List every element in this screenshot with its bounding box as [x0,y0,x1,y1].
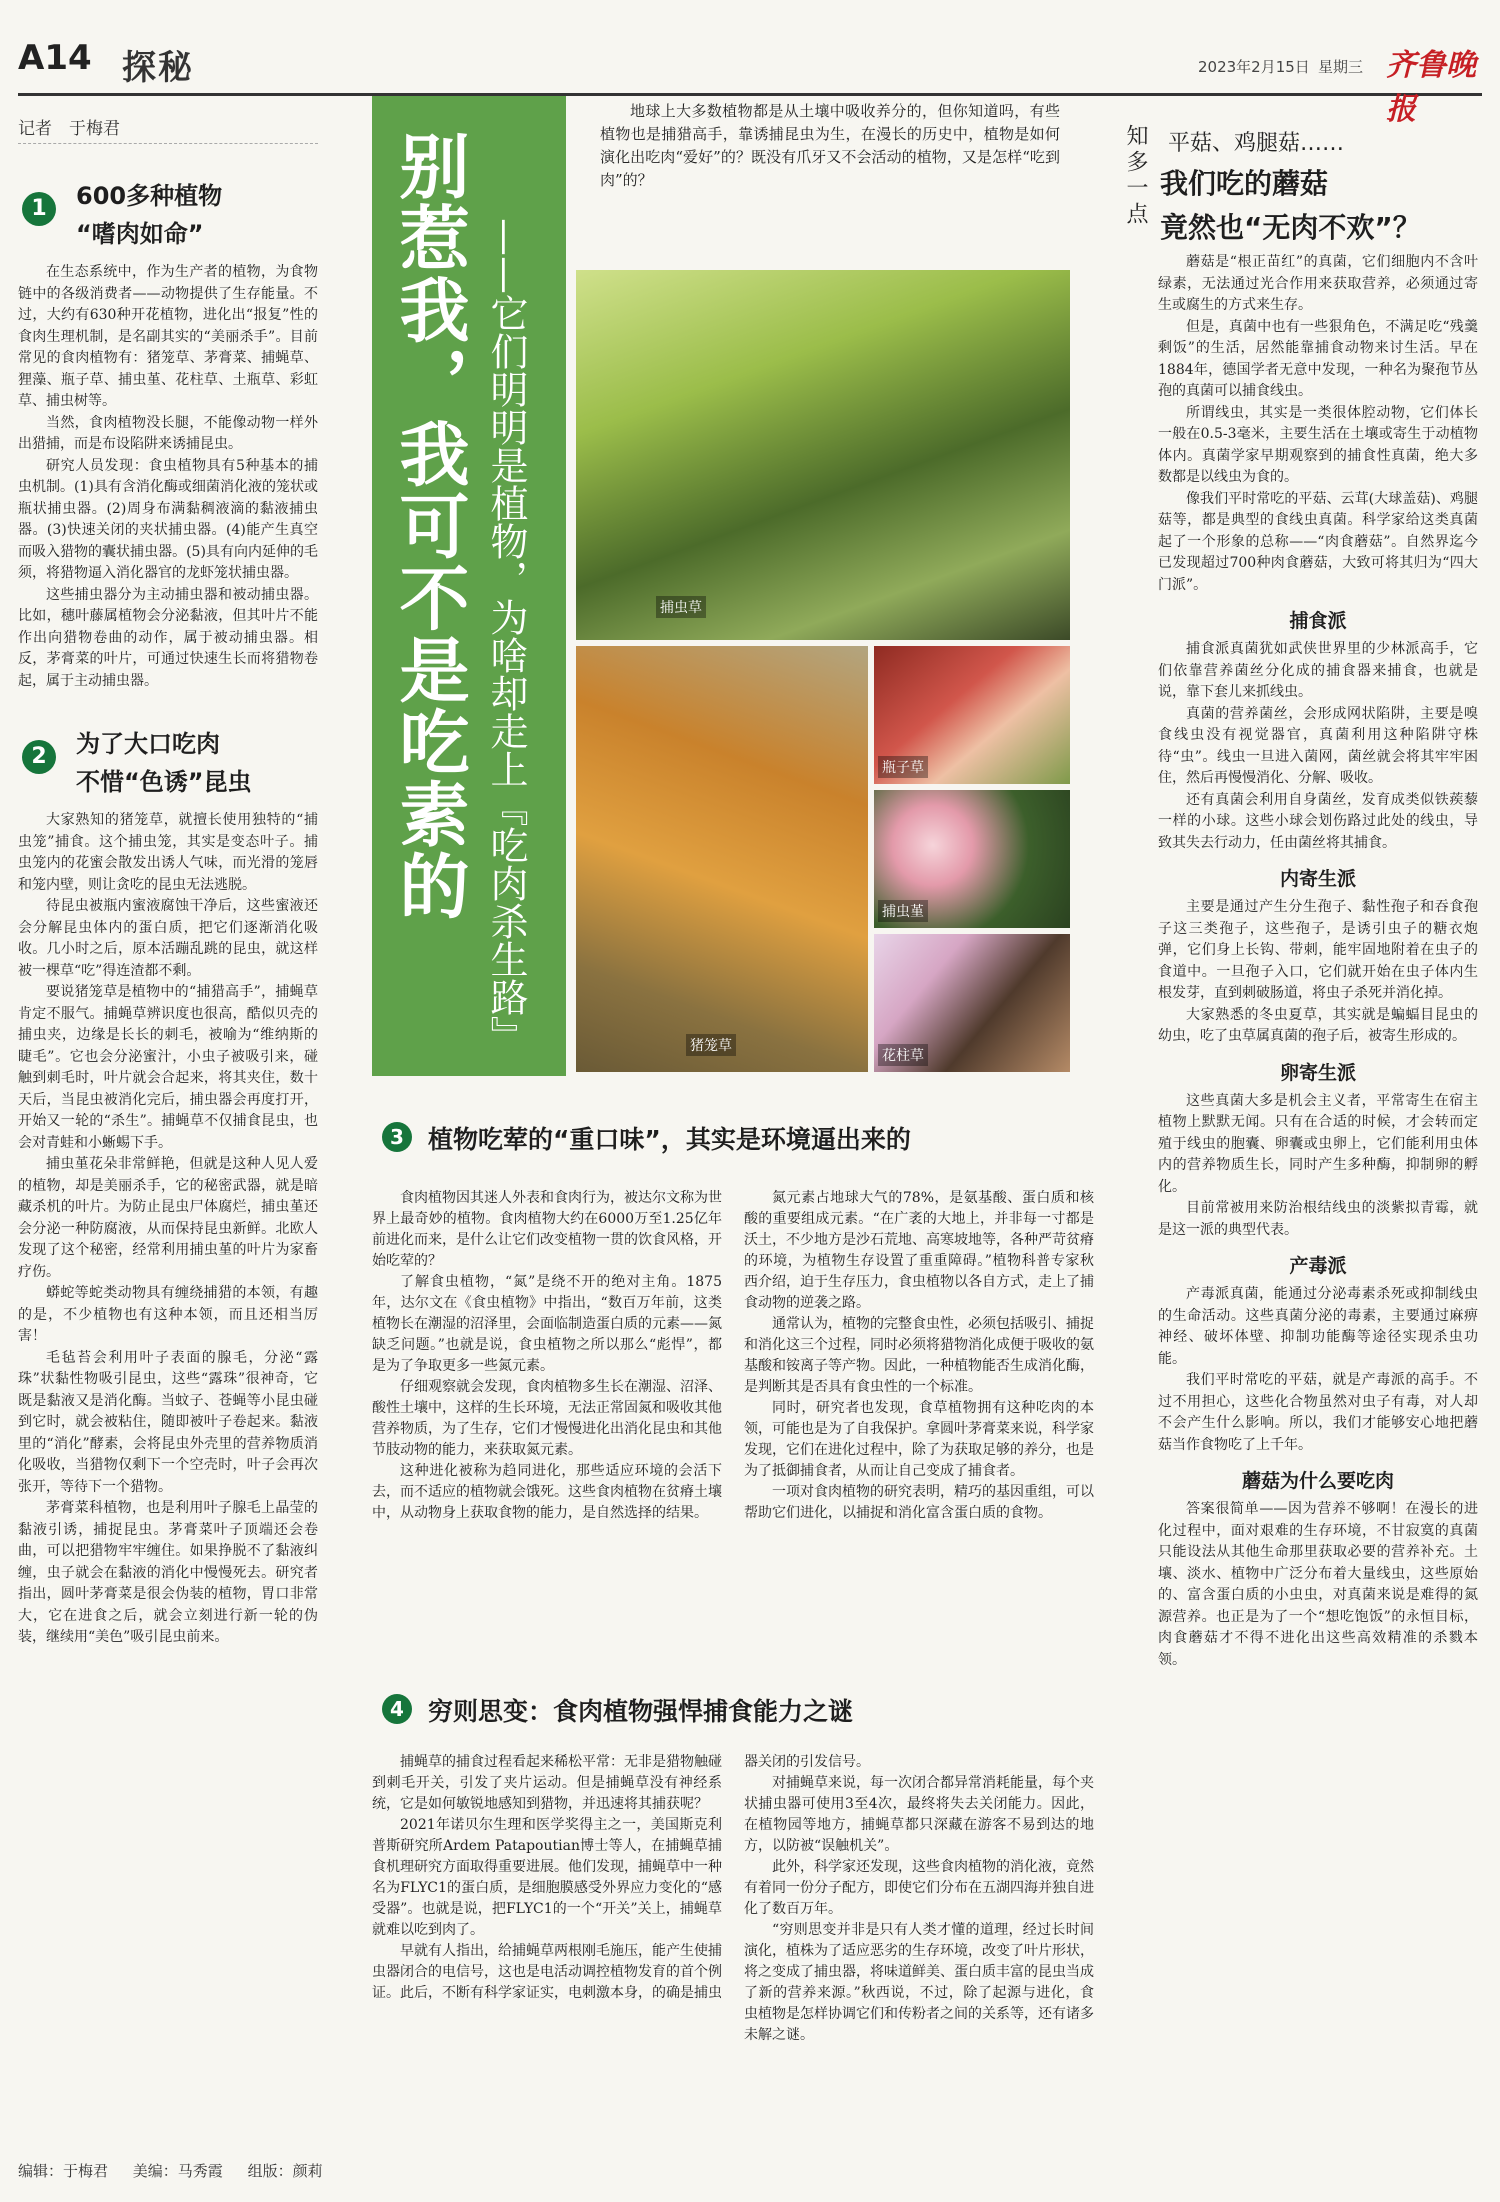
section-name: 探秘 [122,48,194,88]
paragraph: 这些真菌大多是机会主义者，平常寄生在宿主植物上默默无闻。只有在合适的时候，才会转而定殖于线虫的胞囊、卵囊或虫卵上，它们能利用虫体内的营养物质生长，同时产生多种酶，抑制卵的孵化。 [1158,1092,1478,1195]
section-3-title: 植物吃荤的“重口味”，其实是环境逼出来的 [428,1125,911,1154]
paragraph: “穷则思变并非是只有人类才懂的道理，经过长时间演化，植株为了适应恶劣的生存环境，改变了叶片形状，将之变成了捕虫器，将味道鲜美、蛋白质丰富的昆虫当成了新的营养来源。”秋西说，不过，除了起源与进化，食虫植物是怎样协调它们和传粉者之间的关系等，还有诸多未解之谜。 [744,1922,1094,2043]
section-1-title-line2: “嗜肉如命” [76,220,204,248]
paragraph: 2021年诺贝尔生理和医学奖得主之一，美国斯克利普斯研究所Ardem Patapoutian博士等人，在捕蝇草捕食机理研究方面取得重要进展。他们发现，捕蝇草中一种名为FLYC1的蛋白质，是细胞膜感受外界应力变化的“感受器”。也就是说，把FLYC1的一个“开关”关上，捕蝇草就难以吃到肉了。 [372,1817,722,1938]
paragraph: 目前常被用来防治根结线虫的淡紫拟青霉，就是这一派的典型代表。 [1158,1200,1478,1238]
section-4-title: 穷则思变：食肉植物强悍捕食能力之谜 [428,1697,854,1726]
paragraph: 蘑菇是“根正苗红”的真菌，它们细胞内不含叶绿素，无法通过光合作用来获取营养，必须通过寄生或腐生的方式来生存。 [1158,254,1478,313]
art-editor-credit: 美编：马秀霞 [132,2162,223,2180]
layout-credit: 组版：颜莉 [247,2162,323,2180]
paragraph: 捕虫堇花朵非常鲜艳，但就是这种人见人爱的植物，却是美丽杀手，它的秘密武器，就是暗藏杀机的叶片。为防止昆虫尸体腐烂，捕虫堇还会分泌一种防腐液，从而保持昆虫新鲜。北欧人发现了这个秘密，经常利用捕虫堇的叶片为家畜疗伤。 [18,1156,318,1280]
sidebar-tag: 知多一点 [1123,124,1148,228]
butterwort-photo [874,790,1070,928]
section-1-title-line1: 600多种植物 [76,182,223,210]
paragraph: 早就有人指出，给捕蝇草两根刚毛施压，能产生使捕虫器闭合的电信号，这也是电活动调控植物发育的首个例证。此后，不断有科学家证实，电刺激本身，的确是捕虫 [372,1943,722,2001]
section-3-column-b [744,1188,1094,1524]
page-header [18,36,1482,127]
paragraph: 这种进化被称为趋同进化，那些适应环境的会活下去，而不适应的植物就会饿死。这些食肉植物在贫瘠土壤中，从动物身上获取食物的能力，是自然选择的结果。 [372,1463,722,1521]
paragraph: 大家熟悉的冬虫夏草，其实就是蝙蝠目昆虫的幼虫，吃了虫草属真菌的孢子后，被寄生形成的。 [1158,1006,1478,1044]
paragraph: 捕食派真菌犹如武侠世界里的少林派高手，它们依靠营养菌丝分化成的捕食器来捕食，也就是说，靠下套儿来抓线虫。 [1158,641,1478,700]
pitcher-plant-photo [576,646,868,1072]
paragraph: 这些捕虫器分为主动捕虫器和被动捕虫器。比如，穗叶藤属植物会分泌黏液，但其叶片不能作出向猎物卷曲的动作，属于被动捕虫器。相反，茅膏菜的叶片，可通过快速生长而将猎物卷起，属于主动捕虫器。 [18,586,318,689]
paragraph: 主要是通过产生分生孢子、黏性孢子和吞食孢子这三类孢子，这些孢子，是诱引虫子的糖衣炮弹，它们身上长钩、带刺，能牢固地附着在虫子的食道中。一旦孢子入口，它们就开始在虫子体内生根发芽，直到刺破肠道，将虫子杀死并消化掉。 [1158,899,1478,1001]
newspaper-logo: 齐鲁晚报 [1386,48,1476,127]
sarracenia-photo [874,646,1070,784]
sidebar-title-line2: 竟然也“无肉不欢”？ [1160,211,1421,244]
section-3-column-a [372,1188,722,1524]
issue-weekday: 星期三 [1318,58,1364,76]
photo-caption: 捕虫堇 [878,900,928,922]
paragraph: 当然，食肉植物没长腿，不能像动物一样外出猎捕，而是布设陷阱来诱捕昆虫。 [18,414,318,452]
sidebar-subheading: 卵寄生派 [1279,1061,1356,1084]
photo-caption: 花柱草 [878,1044,928,1066]
paragraph: 食肉植物因其迷人外表和食肉行为，被达尔文称为世界上最奇妙的植物。食肉植物大约在6000万至1.25亿年前进化而来，是什么让它们改变植物一贯的饮食风格，开始吃荤的？ [372,1190,722,1269]
paragraph: 所谓线虫，其实是一类很体腔动物，它们体长一般在0.5-3毫米，主要生活在土壤或寄生于动植物体内。真菌学家早期观察到的捕食性真菌，绝大多数都是以线虫为食的。 [1158,404,1478,485]
photo-caption: 猪笼草 [686,1034,736,1056]
section-2-title-line1: 为了大口吃肉 [76,730,220,758]
paragraph: 捕蝇草的捕食过程看起来稀松平常：无非是猎物触碰到刺毛开关，引发了夹片运动。但是捕蝇草没有神经系统，它是如何敏锐地感知到猎物，并迅速将其捕获呢？ [372,1754,722,1812]
paragraph: 但是，真菌中也有一些狠角色，不满足吃“残羹剩饭”的生活，居然能靠捕食动物来讨生活。早在1884年，德国学者无意中发现，一种名为聚孢节丛孢的真菌可以捕食线虫。 [1158,318,1478,399]
paragraph: 真菌的营养菌丝，会形成网状陷阱，主要是嗅食线虫没有视觉器官，真菌利用这种陷阱守株待“虫”。线虫一旦进入菌网，菌丝就会将其牢牢困住，然后再慢慢消化、分解、吸收。 [1158,705,1478,786]
section-number-badge: 1 [22,192,56,226]
photo-caption: 瓶子草 [878,756,928,778]
reporter-byline: 记者 于梅君 [18,114,318,144]
paragraph: 答案很简单——因为营养不够啊！在漫长的进化过程中，面对艰难的生存环境，不甘寂寞的真菌只能设法从其他生命那里获取必要的营养补充。土壤、淡水、植物中广泛分布着大量线虫，这些原始的、富含蛋白质的小虫虫，对真菌来说是难得的氮源营养。也正是为了一个“想吃饱饭”的永恒目标，肉食蘑菇才不得不进化出这些高效精准的杀戮本领。 [1158,1501,1478,1668]
paragraph: 茅膏菜科植物，也是利用叶子腺毛上晶莹的黏液引诱，捕捉昆虫。茅膏菜叶子顶端还会卷曲，可以把猎物牢牢缠住。如果挣脱不了黏液纠缠，虫子就会在黏液的消化中慢慢死去。研究者指出，圆叶茅膏菜是很会伪装的植物，胃口非常大，它在进食之后，就会立刻进行新一轮的伪装，继续用“美色”吸引昆虫前来。 [18,1500,318,1645]
section-2-title-line2: 不惜“色诱”昆虫 [76,768,252,796]
left-column [18,170,318,1649]
sidebar-subheading: 捕食派 [1289,610,1347,632]
paragraph: 大家熟知的猪笼草，就擅长使用独特的“捕虫笼”捕食。这个捕虫笼，其实是变态叶子。捕虫笼内的花蜜会散发出诱人气味，而光滑的笼唇和笼内壁，则让贪吃的昆虫无法逃脱。 [18,812,318,893]
sidebar-subheading: 内寄生派 [1279,868,1356,890]
section-1-heading [18,170,318,262]
paragraph: 我们平时常吃的平菇，就是产毒派的高手。不过不用担心，这些化合物虽然对虫子有毒，对人却不会产生什么影响。所以，我们才能够安心地把蘑菇当作食物吃了上千年。 [1158,1372,1478,1453]
paragraph: 要说猪笼草是植物中的“捕猎高手”，捕蝇草肯定不服气。捕蝇草辨识度也很高，酷似贝壳的捕虫夹，边缘是长长的刺毛，被喻为“维纳斯的睫毛”。它也会分泌蜜汁，小虫子被吸引来，碰触到刺毛时，叶片就会合起来，将其夹住，数十天后，当昆虫被消化完后，捕虫器会再度打开，开始又一轮的“杀生”。捕蝇草不仅捕食昆虫，也会对青蛙和小蜥蜴下手。 [18,984,318,1151]
paragraph: 通常认为，植物的完整食虫性，必须包括吸引、捕捉和消化这三个过程，同时必须将猎物消化成便于吸收的氨基酸和铵离子等产物。因此，一种植物能否生成消化酶，是判断其是否具有食虫性的一个标准。 [744,1316,1094,1395]
paragraph: 产毒派真菌，能通过分泌毒素杀死或抑制线虫的生命活动。这些真菌分泌的毒素，主要通过麻痹神经、破坏体壁、抑制功能酶等途径实现杀虫功能。 [1158,1286,1478,1367]
paragraph: 对捕蝇草来说，每一次闭合都异常消耗能量，每个夹状捕虫器可使用3至4次，最终将失去关闭能力。因此，在植物园等地方，捕蝇草都只深藏在游客不易到达的地方，以防被“误触机关”。 [744,1775,1094,1854]
paragraph: 研究人员发现：食虫植物具有5种基本的捕虫机制。(1)具有含消化酶或细菌消化液的笼状或瓶状捕虫器。(2)周身布满黏稠液滴的黏液捕虫器。(3)快速关闭的夹状捕虫器。(4)能产生真空而吸入猎物的囊状捕虫器。(5)具有向内延伸的毛须，将猎物逼入消化器官的龙虾笼状捕虫器。 [18,457,318,581]
section-3-heading [374,1120,1094,1160]
photo-caption: 捕虫草 [656,596,706,618]
sub-headline: ——它们明明是植物，为啥却走上『吃肉杀生路』 [484,218,528,1054]
paragraph: 像我们平时常吃的平菇、云茸(大球盖菇)、鸡腿菇等，都是典型的食线虫真菌。科学家给这类真菌起了一个形象的总称——“肉食蘑菇”。自然界迄今已发现超过700种肉食蘑菇，大致可将其归为“四大门派”。 [1158,490,1478,593]
sidebar-subheading: 蘑菇为什么要吃肉 [1241,1470,1394,1492]
paragraph: 在生态系统中，作为生产者的植物，为食物链中的各级消费者——动物提供了生存能量。不过，大约有630种开花植物，进化出“报复”性的食肉生理机制，是名副其实的“美丽杀手”。目前常见的食肉植物有：猪笼草、茅膏菜、捕蝇草、狸藻、瓶子草、捕虫堇、花柱草、土瓶草、彩虹草、捕虫树等。 [18,264,318,409]
sidebar-title-line1: 我们吃的蘑菇 [1160,167,1329,200]
article-lead: 地球上大多数植物都是从土壤中吸收养分的，但你知道吗，有些植物也是捕猎高手，靠诱捕昆虫为生，在漫长的历史中，植物是如何演化出吃肉“爱好”的？既没有爪牙又不会活动的植物，又是怎样“吃到肉”的？ [600,102,1060,189]
trigger-plant-photo [874,934,1070,1072]
paragraph: 同时，研究者也发现，食草植物拥有这种吃肉的本领，可能也是为了自我保护。拿圆叶茅膏菜来说，科学家发现，它们在进化过程中，除了为获取足够的养分，也是为了抵御捕食者，从而让自己变成了捕食者。 [744,1400,1094,1479]
paragraph: 还有真菌会利用自身菌丝，发育成类似铁蒺藜一样的小球。这些小球会划伤路过此处的线虫，导致其失去行动力，任由菌丝将其捕食。 [1158,791,1478,851]
paragraph: 一项对食肉植物的研究表明，精巧的基因重组，可以帮助它们进化，以捕捉和消化富含蛋白质的食物。 [744,1484,1094,1521]
sidebar-kicker: 平菇、鸡腿菇…… [1168,131,1345,156]
section-4-column-a [372,1752,722,2004]
page-footer [18,2160,343,2181]
editor-credit: 编辑：于梅君 [18,2162,109,2180]
paragraph: 蟒蛇等蛇类动物具有缠绕捕猎的本领，有趣的是，不少植物也有这种本领，而且还相当厉害！ [18,1285,318,1344]
paragraph: 器关闭的引发信号。 [744,1754,870,1770]
page-number: A14 [18,38,92,78]
section-number-badge: 4 [382,1694,412,1724]
paragraph: 毛毡苔会利用叶子表面的腺毛，分泌“露珠”状黏性物吸引昆虫，这些“露珠”很神奇，它既是黏液又是消化酶。当蚊子、苍蝇等小昆虫碰到它时，就会被粘住，随即被叶子卷起来。黏液里的“消化”酵素，会将昆虫外壳里的营养物质消化吸收，当猎物仅剩下一个空壳时，叶子会再次张开，等待下一个猎物。 [18,1349,318,1495]
sidebar-column [1158,252,1478,1671]
paragraph: 了解食虫植物，“氮”是绕不开的绝对主角。1875年，达尔文在《食虫植物》中指出，“数百万年前，这类植物长在潮湿的沼泽里，会面临制造蛋白质的元素——氮缺乏问题。”也就是说，食虫植物之所以那么“彪悍”，都是为了争取更多一些氮元素。 [372,1274,722,1374]
section-2-heading [18,718,318,810]
paragraph: 氮元素占地球大气的78%，是氨基酸、蛋白质和核酸的重要组成元素。“在广袤的大地上，并非每一寸都是沃土，不少地方是沙石荒地、高寒坡地等，各种严苛贫瘠的环境，为植物生存设置了重重障碍。”植物科普专家秋西介绍，迫于生存压力，食虫植物以各自方式，走上了捕食动物的逆袭之路。 [744,1190,1094,1311]
paragraph: 仔细观察就会发现，食肉植物多生长在潮湿、沼泽、酸性土壤中，这样的生长环境，无法正常固氮和吸收其他营养物质，为了生存，它们才慢慢进化出消化昆虫和其他节肢动物的能力，来获取氮元素。 [372,1379,722,1458]
section-number-badge: 3 [382,1122,412,1152]
paragraph: 待昆虫被瓶内蜜液腐蚀干净后，这些蜜液还会分解昆虫体内的蛋白质，把它们逐渐消化吸收。几小时之后，原本活蹦乱跳的昆虫，就这样被一棵草“吃”得连渣都不剩。 [18,898,318,979]
section-4-column-b [744,1752,1094,2046]
issue-date: 2023年2月15日 [1198,58,1310,76]
section-4-heading [374,1692,1094,1732]
paragraph: 此外，科学家还发现，这些食肉植物的消化液，竟然有着同一份分子配方，即使它们分布在五湖四海并独自进化了数百万年。 [744,1859,1094,1917]
sidebar-subheading: 产毒派 [1289,1255,1347,1277]
main-headline: 别惹我，我可不是吃素的 [388,130,470,922]
section-number-badge: 2 [22,740,56,774]
flytrap-photo [576,270,1070,640]
